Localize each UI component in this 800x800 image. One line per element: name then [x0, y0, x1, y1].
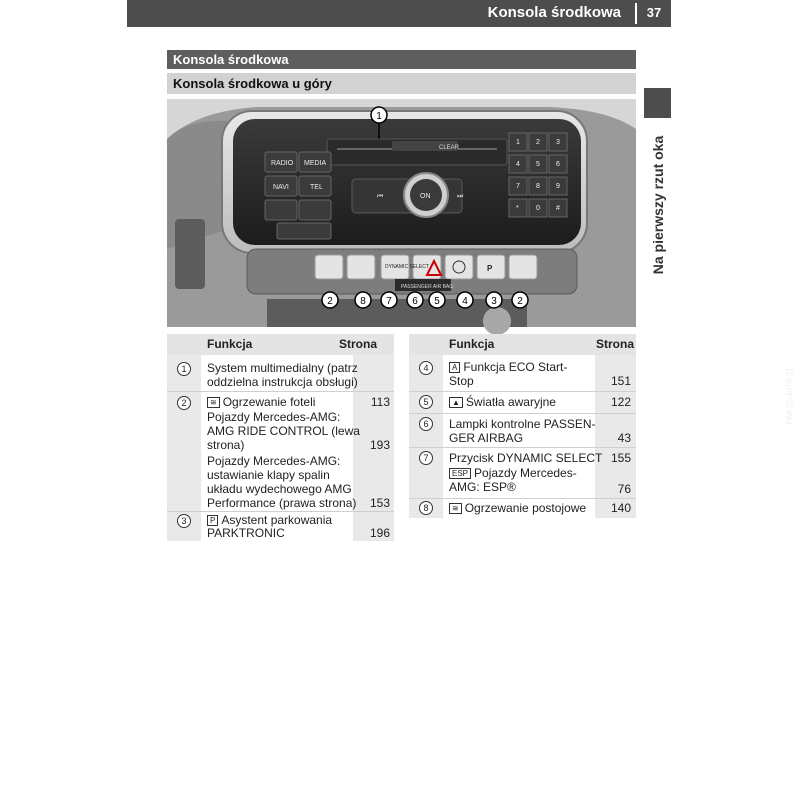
svg-text:6: 6 — [412, 296, 418, 307]
row-number-5: 5 — [419, 395, 433, 409]
row-2c-text-c: układu wydechowego AMG — [207, 482, 352, 496]
svg-text:8: 8 — [536, 183, 540, 190]
row-4-text-b: Stop — [449, 374, 474, 388]
row-8-text: ≋ Ogrzewanie postojowe — [449, 501, 586, 515]
svg-text:6: 6 — [556, 161, 560, 168]
page-number: 37 — [646, 5, 662, 20]
row-number-7: 7 — [419, 451, 433, 465]
on-label: ON — [420, 193, 431, 200]
tel-label: TEL — [310, 184, 323, 191]
header-title: Konsola środkowa — [487, 4, 621, 21]
dynamic-label: DYNAMIC SELECT — [385, 264, 429, 270]
row-number-4: 4 — [419, 361, 433, 375]
svg-text:⏭: ⏭ — [457, 193, 464, 200]
clear-label: CLEAR — [439, 145, 460, 151]
row-8-page: 140 — [610, 501, 631, 515]
subsection-title: Konsola środkowa u góry — [167, 73, 636, 94]
row-4-text-a: A Funkcja ECO Start- — [449, 360, 567, 374]
row-5-text: ▲ Światła awaryjne — [449, 395, 556, 409]
row-7-page: 155 — [610, 451, 631, 465]
svg-text:1: 1 — [516, 139, 520, 146]
row-divider — [409, 498, 636, 499]
row-1-text-b: oddzielna instrukcja obsługi) — [207, 375, 358, 389]
row-7b-text-a: ESP Pojazdy Mercedes- — [449, 466, 577, 480]
svg-text:2: 2 — [536, 139, 540, 146]
svg-text:8: 8 — [360, 296, 366, 307]
svg-text:5: 5 — [434, 296, 440, 307]
left-function-table — [167, 334, 394, 541]
column-header-page: Strona — [339, 337, 378, 351]
svg-text:*: * — [516, 205, 519, 212]
row-2c-text-a: Pojazdy Mercedes-AMG: — [207, 454, 341, 468]
row-2c-text-d: Performance (prawa strona) — [207, 496, 357, 510]
svg-text:⏮: ⏮ — [377, 193, 384, 200]
seat-heating-icon: ≋ — [207, 397, 220, 408]
row-divider — [167, 391, 394, 392]
right-function-table — [409, 334, 636, 518]
p-label: P — [487, 264, 493, 273]
navi-label: NAVI — [273, 184, 289, 191]
row-6-page: 43 — [617, 431, 631, 445]
row-2-text: ≋ Ogrzewanie foteli — [207, 395, 315, 409]
row-7b-page: 76 — [617, 482, 631, 496]
row-5-page: 122 — [610, 395, 631, 409]
row-2b-text-b: AMG RIDE CONTROL (lewa — [207, 424, 360, 438]
console-illustration — [167, 99, 636, 327]
row-divider — [167, 511, 394, 512]
row-4-page: 151 — [610, 374, 631, 388]
number-column-bg — [409, 355, 443, 518]
row-1-text-a: System multimedialny (patrz — [207, 361, 358, 375]
row-2c-page: 153 — [369, 496, 390, 510]
side-tab-marker — [644, 88, 671, 118]
svg-text:2: 2 — [327, 296, 333, 307]
column-header-function: Funkcja — [207, 337, 253, 351]
row-2-page: 113 — [370, 395, 390, 409]
row-number-2: 2 — [177, 396, 191, 410]
svg-text:2: 2 — [517, 296, 523, 307]
svg-text:7: 7 — [516, 183, 520, 190]
svg-text:4: 4 — [516, 161, 520, 168]
row-6-text-a: Lampki kontrolne PASSEN- — [449, 417, 596, 431]
row-2b-text-a: Pojazdy Mercedes-AMG: — [207, 410, 341, 424]
media-label: MEDIA — [304, 160, 327, 167]
column-header-page: Strona — [596, 337, 635, 351]
row-divider — [409, 413, 636, 414]
esp-icon: ESP — [449, 468, 471, 479]
parktronic-icon: P — [207, 515, 218, 526]
row-2b-text-c: strona) — [207, 438, 245, 452]
svg-text:0: 0 — [536, 205, 540, 212]
row-divider — [409, 447, 636, 448]
parking-heater-icon: ≋ — [449, 503, 462, 514]
svg-text:1: 1 — [376, 111, 382, 122]
svg-text:3: 3 — [556, 139, 560, 146]
row-number-8: 8 — [419, 501, 433, 515]
side-tab-label: Na pierwszy rzut oka — [650, 135, 666, 275]
row-3-text-b: PARKTRONIC — [207, 526, 285, 540]
column-header-function: Funkcja — [449, 337, 495, 351]
page-header — [127, 0, 671, 27]
hazard-triangle-icon: ▲ — [449, 397, 463, 408]
row-7-text: Przycisk DYNAMIC SELECT — [449, 451, 603, 465]
svg-text:3: 3 — [491, 296, 497, 307]
radio-label: RADIO — [271, 160, 294, 167]
row-3-page: 196 — [369, 526, 390, 540]
row-number-1: 1 — [177, 362, 191, 376]
svg-text:7: 7 — [386, 296, 392, 307]
row-2b-page: 193 — [369, 438, 390, 452]
row-6-text-b: GER AIRBAG — [449, 431, 524, 445]
svg-text:9: 9 — [556, 183, 560, 190]
row-number-3: 3 — [177, 514, 191, 528]
photo-reference-code: P68.20-4978-31 — [785, 367, 795, 425]
row-divider — [409, 391, 636, 392]
row-2c-text-b: ustawianie klapy spalin — [207, 468, 330, 482]
svg-text:#: # — [556, 205, 560, 212]
svg-text:4: 4 — [462, 296, 468, 307]
row-number-6: 6 — [419, 417, 433, 431]
row-7b-text-b: AMG: ESP® — [449, 480, 516, 494]
section-title: Konsola środkowa — [167, 50, 636, 69]
passenger-airbag-label: PASSENGER AIR BAG — [401, 284, 454, 290]
svg-text:5: 5 — [536, 161, 540, 168]
row-3-text-a: P Asystent parkowania — [207, 513, 332, 527]
eco-start-stop-icon: A — [449, 362, 460, 373]
